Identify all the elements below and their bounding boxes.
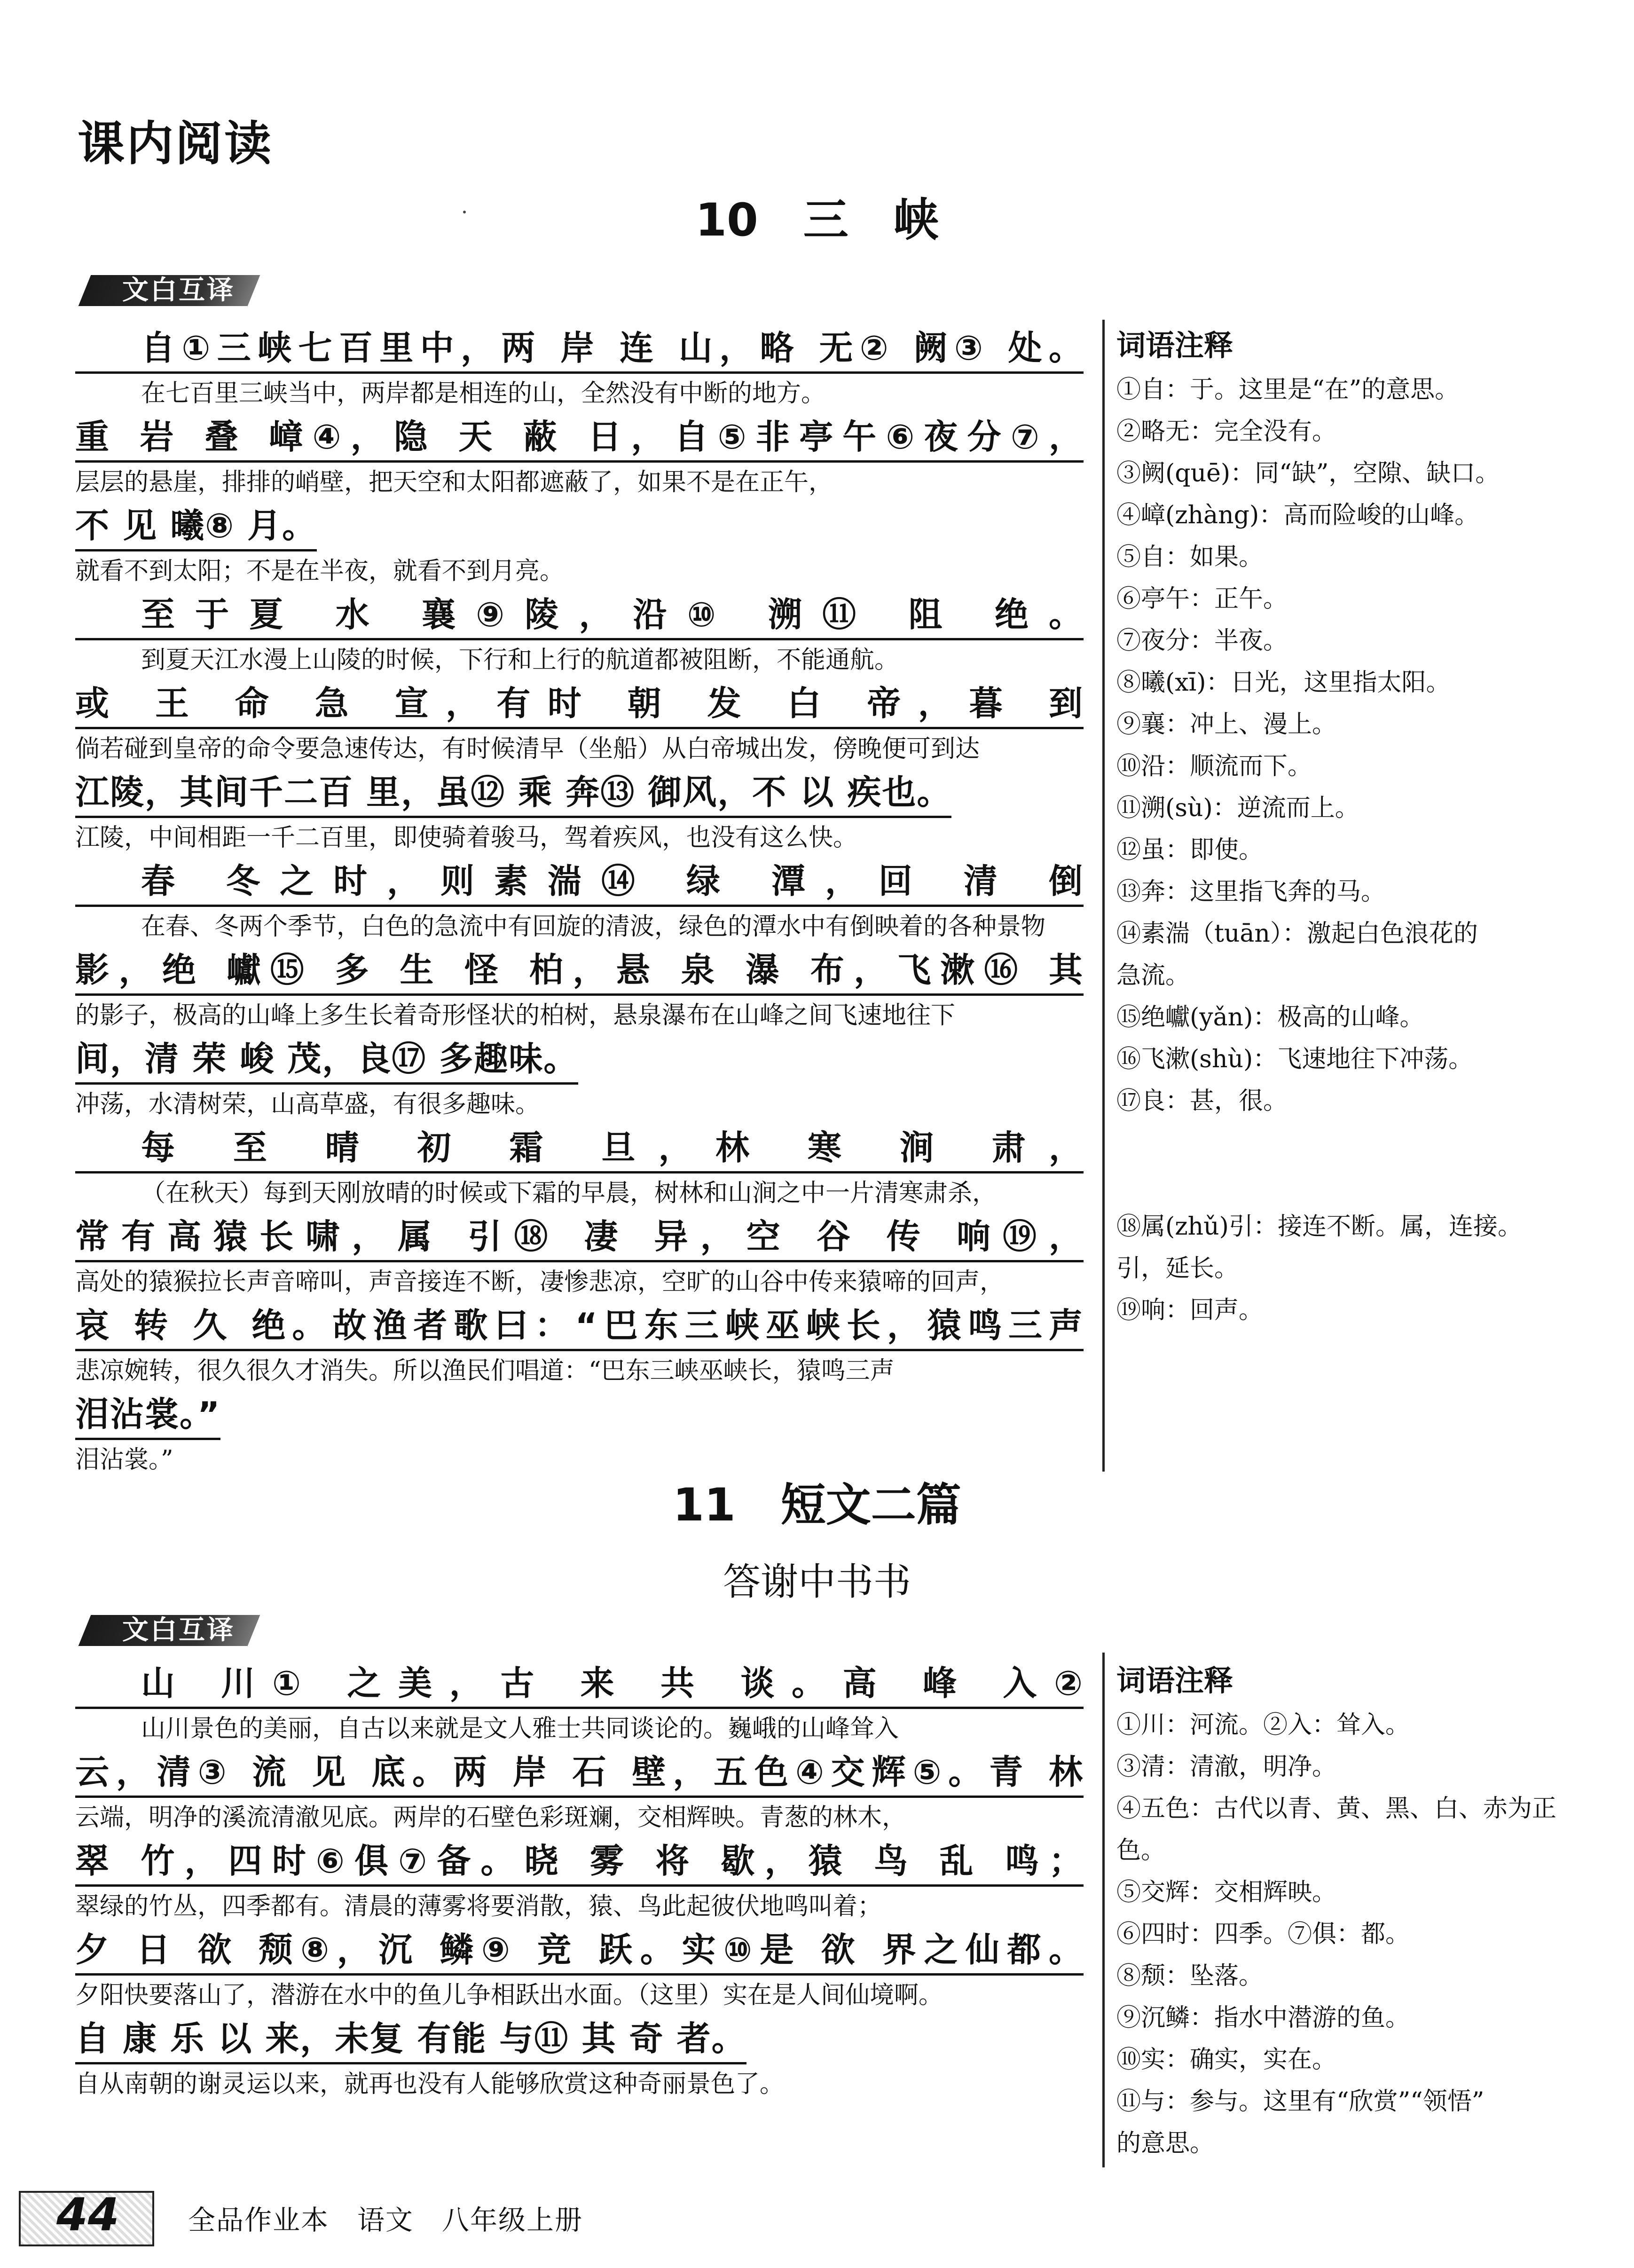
note-item: ⑯飞漱(shù)：飞速地往下冲荡。 (1116, 1045, 1473, 1073)
original-line: 自 康 乐 以 来，未复 有能 与⑪ 其 奇 者。 (75, 2015, 746, 2064)
note-item: ③清：清澈，明净。 (1116, 1753, 1337, 1781)
note-item: ⑩沿：顺流而下。 (1116, 752, 1312, 780)
translation-line: 江陵，中间相距一千二百里，即使骑着骏马，驾着疾风，也没有这么快。 (75, 824, 858, 852)
translation-line: （在秋天）每到天刚放晴的时候或下霜的早晨，树林和山涧之中一片清寒肃杀， (141, 1179, 997, 1207)
note-item: ④嶂(zhàng)：高而险峻的山峰。 (1116, 501, 1479, 529)
lesson-10-text (75, 324, 1084, 1480)
original-line: 夕 日 欲 颓⑧，沉 鳞⑨ 竞 跃。实⑩是 欲 界之仙都。 (75, 1926, 1084, 1976)
column-divider (1102, 320, 1105, 1472)
translation-line: 在春、冬两个季节，白色的急流中有回旋的清波，绿色的潭水中有倒映着的各种景物 (141, 913, 1046, 941)
note-item: ⑧颓：坠落。 (1116, 1962, 1264, 1990)
note-item: 的意思。 (1116, 2129, 1215, 2158)
translation-line: 高处的猿猴拉长声音啼叫，声音接连不断，凄惨悲凉，空旷的山谷中传来猿啼的回声， (75, 1268, 1005, 1296)
note-item: 急流。 (1116, 961, 1190, 990)
lesson-10-badge: 文白互译 (79, 275, 260, 306)
translation-line: 到夏天江水漫上山陵的时候，下行和上行的航道都被阻断，不能通航。 (141, 646, 899, 674)
note-item: ⑰良：甚，很。 (1116, 1087, 1288, 1115)
note-item: ⑧曦(xī)：日光，这里指太阳。 (1116, 669, 1451, 697)
original-line: 云，清③ 流 见 底。两 岸 石 壁，五色④交辉⑤。青 林 (75, 1748, 1084, 1798)
section-heading: 课内阅读 (78, 116, 273, 171)
footer-book-title: 全品作业本 语文 八年级上册 (188, 2204, 583, 2236)
column-divider (1102, 1653, 1105, 2167)
translation-line: 就看不到太阳；不是在半夜，就看不到月亮。 (75, 557, 565, 585)
translation-line: 层层的悬崖，排排的峭壁，把天空和太阳都遮蔽了，如果不是在正午， (75, 468, 833, 496)
note-item: ⑥四时：四季。⑦俱：都。 (1116, 1920, 1410, 1948)
note-item: ⑤交辉：交相辉映。 (1116, 1878, 1337, 1906)
note-item: ⑭素湍（tuān）：激起白色浪花的 (1116, 920, 1478, 948)
note-item: ⑮绝巘(yǎn)：极高的山峰。 (1116, 1003, 1424, 1032)
original-line: 间，清 荣 峻 茂，良⑰ 多趣味。 (75, 1035, 578, 1085)
translation-line: 的影子，极高的山峰上多生长着奇形怪状的柏树，悬泉瀑布在山峰之间飞速地往下 (75, 1001, 956, 1030)
note-item: 引，延长。 (1116, 1254, 1239, 1283)
note-item: ⑩实：确实，实在。 (1116, 2046, 1337, 2074)
lesson-11-notes (1116, 1657, 1587, 2165)
note-item: ①川：河流。②入：耸入。 (1116, 1711, 1410, 1739)
translation-line: 倘若碰到皇帝的命令要急速传达，有时候清早（坐船）从白帝城出发，傍晚便可到达 (75, 735, 980, 763)
note-item: ④五色：古代以青、黄、黑、白、赤为正色。 (1116, 1795, 1557, 1865)
notes-title: 词语注释 (1116, 1663, 1233, 1698)
translation-line: 冲荡，水清树荣，山高草盛，有很多趣味。 (75, 1090, 540, 1118)
note-item: ⑪与：参与。这里有“欣赏”“领悟” (1116, 2087, 1485, 2116)
original-line: 重 岩 叠 嶂④，隐 天 蔽 日，自⑤非亭午⑥夜分⑦， (75, 413, 1084, 463)
original-line: 至于夏 水 襄⑨陵，沿⑩ 溯⑪ 阻 绝。 (75, 591, 1084, 640)
original-line: 每 至 晴 初 霜 旦，林 寒 涧 肃， (75, 1124, 1084, 1173)
note-item: ⑱属(zhǔ)引：接连不断。属，连接。 (1116, 1213, 1522, 1241)
lesson-10-notes (1116, 322, 1587, 1331)
original-line: 或 王 命 急 宣，有时 朝 发 白 帝，暮 到 (75, 680, 1084, 729)
translation-line: 悲凉婉转，很久很久才消失。所以渔民们唱道：“巴东三峡巫峡长，猿鸣三声 (75, 1357, 895, 1385)
original-line: 哀 转 久 绝。故渔者歌曰：“巴东三峡巫峡长，猿鸣三声 (75, 1302, 1084, 1351)
original-line: 常有高猿长啸，属 引⑱ 凄 异，空 谷 传 响⑲， (75, 1213, 1084, 1262)
note-item: ③阙(quē)：同“缺”，空隙、缺口。 (1116, 459, 1500, 488)
lesson-11-badge: 文白互译 (79, 1615, 260, 1646)
original-line: 不 见 曦⑧ 月。 (75, 502, 317, 551)
note-item: ⑨襄：冲上、漫上。 (1116, 710, 1337, 739)
translation-line: 夕阳快要落山了，潜游在水中的鱼儿争相跃出水面。（这里）实在是人间仙境啊。 (75, 1981, 943, 2009)
translation-line: 泪沾裳。” (75, 1446, 173, 1474)
original-line: 泪沾裳。” (75, 1391, 220, 1440)
original-line: 翠 竹，四时⑥俱⑦备。晓 雾 将 歇，猿 鸟 乱 鸣； (75, 1837, 1084, 1887)
lesson-11-title: 11 短文二篇 (673, 1479, 961, 1531)
original-line: 江陵，其间千二百 里，虽⑫ 乘 奔⑬ 御风，不 以 疾也。 (75, 769, 951, 818)
translation-line: 山川景色的美丽，自古以来就是文人雅士共同谈论的。巍峨的山峰耸入 (141, 1715, 899, 1743)
note-item: ⑦夜分：半夜。 (1116, 627, 1288, 655)
original-line: 影，绝 巘⑮ 多 生 怪 柏，悬 泉 瀑 布，飞漱⑯ 其 (75, 946, 1084, 996)
note-item: ⑫虽：即使。 (1116, 836, 1264, 864)
translation-line: 在七百里三峡当中，两岸都是相连的山，全然没有中断的地方。 (141, 379, 826, 408)
original-line: 自①三峡七百里中，两 岸 连 山，略 无② 阙③ 处。 (75, 324, 1084, 374)
translation-line: 云端，明净的溪流清澈见底。两岸的石壁色彩斑斓，交相辉映。青葱的林木， (75, 1803, 907, 1832)
lesson-11-subtitle: 答谢中书书 (723, 1560, 911, 1604)
note-item: ⑪溯(sù)：逆流而上。 (1116, 794, 1359, 822)
original-line: 春 冬之时，则素湍⑭ 绿 潭，回 清 倒 (75, 858, 1084, 907)
lesson-11-text (75, 1660, 1084, 2104)
page-number: 44 (56, 2189, 119, 2241)
note-item: ⑬奔：这里指飞奔的马。 (1116, 878, 1386, 906)
note-item: ⑥亭午：正午。 (1116, 585, 1288, 613)
note-item: ②略无：完全没有。 (1116, 417, 1337, 446)
note-item: ①自：于。这里是“在”的意思。 (1116, 376, 1460, 404)
note-item: ⑨沉鳞：指水中潜游的鱼。 (1116, 2004, 1410, 2032)
notes-title: 词语注释 (1116, 328, 1233, 362)
original-line: 山 川① 之美，古 来 共 谈。高 峰 入② (75, 1660, 1084, 1709)
translation-line: 自从南朝的谢灵运以来，就再也没有人能够欣赏这种奇丽景色了。 (75, 2070, 785, 2098)
lesson-10-title: 10 三 峡 (695, 194, 939, 246)
note-item: ⑲响：回声。 (1116, 1296, 1264, 1324)
translation-line: 翠绿的竹丛，四季都有。清晨的薄雾将要消散，猿、鸟此起彼伏地鸣叫着； (75, 1892, 882, 1921)
note-item: ⑤自：如果。 (1116, 543, 1264, 571)
